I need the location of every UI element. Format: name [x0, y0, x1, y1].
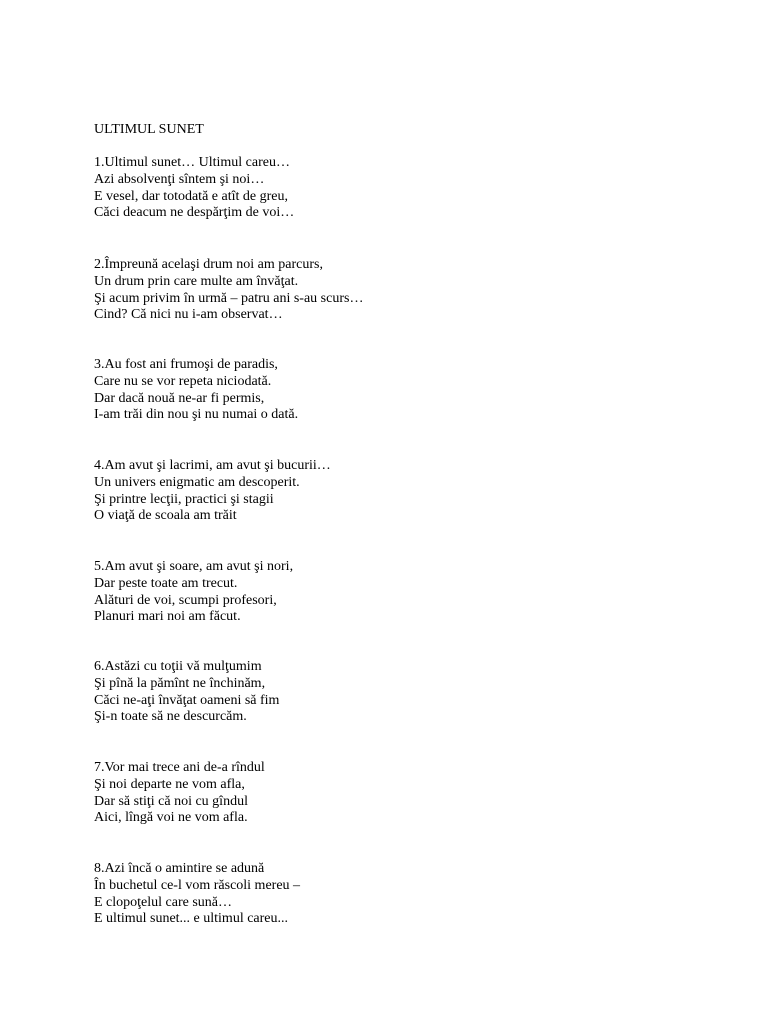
stanza-line: Un drum prin care multe am învăţat. — [94, 273, 299, 289]
stanza-line: Căci ne-aţi învăţat oameni să fim — [94, 692, 280, 708]
stanza-line: Aici, lîngă voi ne vom afla. — [94, 810, 248, 826]
stanza-6 — [94, 659, 279, 726]
stanza-2 — [94, 257, 363, 324]
stanza-line: Alături de voi, scumpi profesori, — [94, 592, 277, 608]
stanza-line: 1.Ultimul sunet… Ultimul careu… — [94, 155, 290, 170]
stanza-line: O viaţă de scoala am trăit — [94, 508, 237, 524]
stanza-line: 6.Astăzi cu toţii vă mulţumim — [94, 659, 262, 674]
stanza-line: E vesel, dar totodată e atît de greu, — [94, 188, 288, 204]
stanza-line: Dar dacă nouă ne-ar fi permis, — [94, 390, 265, 406]
stanza-5 — [94, 559, 293, 626]
stanza-line: 3.Au fost ani frumoşi de paradis, — [94, 357, 278, 372]
stanza-8 — [94, 861, 300, 928]
stanza-line: Planuri mari noi am făcut. — [94, 609, 241, 625]
stanza-line: E clopoţelul care sună… — [94, 894, 233, 910]
stanza-1 — [94, 155, 294, 222]
stanza-line: Căci deacum ne despărţim de voi… — [94, 205, 295, 221]
stanza-line: 8.Azi încă o amintire se adună — [94, 861, 265, 876]
poem-title: ULTIMUL SUNET — [94, 122, 204, 137]
stanza-line: Şi noi departe ne vom afla, — [94, 776, 245, 792]
stanza-line: E ultimul sunet... e ultimul careu... — [94, 911, 289, 927]
stanza-line: 2.Împreună acelaşi drum noi am parcurs, — [94, 257, 323, 272]
stanza-line: 7.Vor mai trece ani de-a rîndul — [94, 760, 265, 775]
stanza-line: Şi printre lecţii, practici şi stagii — [94, 491, 274, 507]
stanza-line: Cind? Că nici nu i-am observat… — [94, 307, 283, 323]
stanza-line: 4.Am avut şi lacrimi, am avut şi bucurii… — [94, 458, 331, 473]
stanza-3 — [94, 357, 298, 424]
stanza-line: I-am trăi din nou şi nu numai o dată. — [94, 407, 299, 423]
stanza-4 — [94, 458, 331, 525]
stanza-line: Şi acum privim în urmă – patru ani s-au scurs… — [94, 290, 364, 306]
stanza-line: Care nu se vor repeta niciodată. — [94, 373, 272, 389]
stanza-line: Dar peste toate am trecut. — [94, 575, 238, 591]
stanza-line: Şi pînă la pămînt ne închinăm, — [94, 675, 266, 691]
stanza-line: 5.Am avut şi soare, am avut şi nori, — [94, 559, 294, 574]
stanza-line: Un univers enigmatic am descoperit. — [94, 474, 300, 490]
stanza-line: În buchetul ce-l vom răscoli mereu – — [94, 877, 301, 893]
stanza-7 — [94, 760, 265, 827]
stanza-line: Azi absolvenţi sîntem şi noi… — [94, 171, 265, 187]
stanza-line: Şi-n toate să ne descurcăm. — [94, 709, 247, 725]
stanza-line: Dar să stiţi că noi cu gîndul — [94, 793, 248, 809]
